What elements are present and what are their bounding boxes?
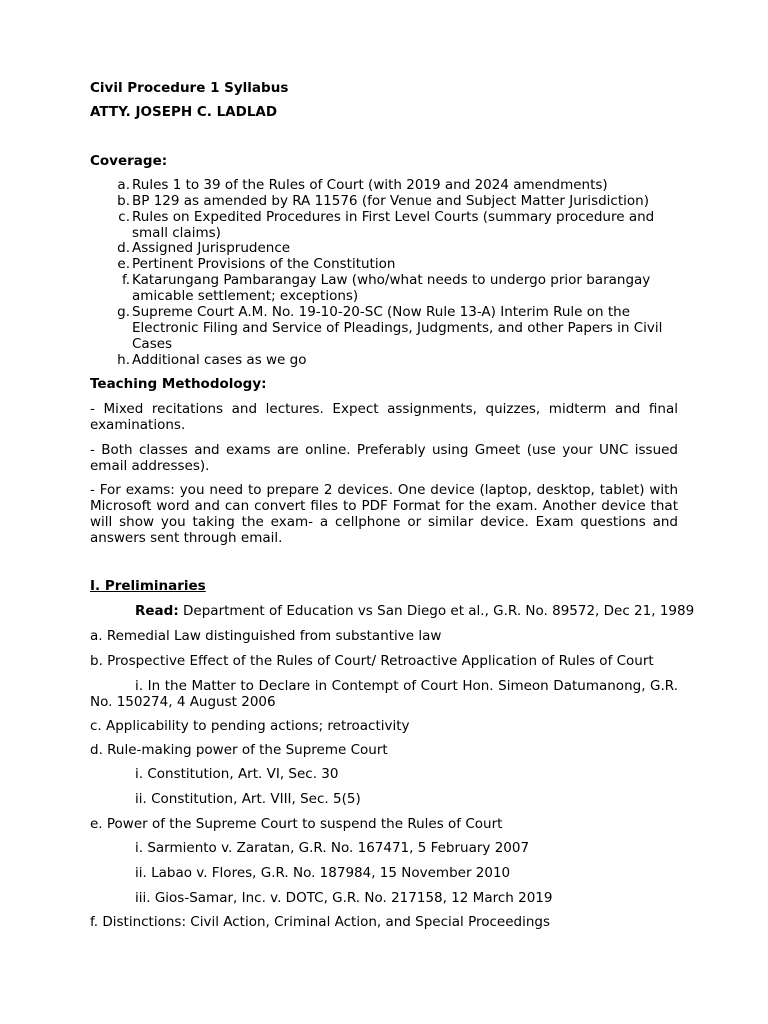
- coverage-item: [117, 177, 680, 193]
- read-line: [135, 603, 694, 619]
- outline-subitem-e-iii: iii. Gios-Samar, Inc. v. DOTC, G.R. No. 217158, 12 March 2019: [135, 890, 553, 906]
- coverage-item-text: Rules 1 to 39 of the Rules of Court (with 2019 and 2024 amendments): [132, 177, 608, 193]
- coverage-item-text: Additional cases as we go: [132, 352, 307, 368]
- outline-item-c: c. Applicability to pending actions; retroactivity: [90, 718, 410, 734]
- coverage-item-label: b.: [117, 193, 130, 209]
- document-author: ATTY. JOSEPH C. LADLAD: [90, 104, 278, 120]
- coverage-item: [117, 304, 680, 352]
- coverage-item-label: c.: [118, 209, 130, 225]
- coverage-item-label: f.: [121, 272, 130, 288]
- methodology-heading: Teaching Methodology:: [90, 376, 267, 392]
- coverage-item-label: a.: [117, 177, 130, 193]
- coverage-item-label: g.: [117, 304, 130, 320]
- outline-subitem-e-i: i. Sarmiento v. Zaratan, G.R. No. 167471, 5 February 2007: [135, 840, 530, 856]
- outline-subitem-d-i: i. Constitution, Art. VI, Sec. 30: [135, 766, 339, 782]
- coverage-item-text: Supreme Court A.M. No. 19-10-20-SC (Now Rule 13-A) Interim Rule on the Electronic Filing and Service of Pleadings, Judgments, and other Papers in Civil Cases: [132, 304, 663, 352]
- coverage-item: [117, 256, 680, 272]
- outline-item-f: f. Distinctions: Civil Action, Criminal Action, and Special Proceedings: [90, 914, 551, 930]
- methodology-paragraph: - For exams: you need to prepare 2 devices. One device (laptop, desktop, tablet) with Microsoft word and can convert files to PDF Format for the exam. Another device that will show you taking the exam- a cellphone or similar device. Exam questions and answers sent through email.: [90, 482, 678, 546]
- coverage-item-label: h.: [117, 352, 130, 368]
- coverage-item-label: d.: [117, 240, 130, 256]
- outline-subitem-d-ii: ii. Constitution, Art. VIII, Sec. 5(5): [135, 791, 361, 807]
- outline-subitem-e-ii: ii. Labao v. Flores, G.R. No. 187984, 15 November 2010: [135, 865, 511, 881]
- coverage-item: [117, 240, 680, 256]
- coverage-heading: Coverage:: [90, 153, 168, 169]
- coverage-item: [117, 352, 680, 368]
- read-label: Read:: [135, 603, 179, 619]
- coverage-item-text: BP 129 as amended by RA 11576 (for Venue and Subject Matter Jurisdiction): [132, 193, 649, 209]
- methodology-paragraph: - Both classes and exams are online. Preferably using Gmeet (use your UNC issued email addresses).: [90, 442, 678, 474]
- coverage-item-text: Rules on Expedited Procedures in First Level Courts (summary procedure and small claims): [132, 209, 655, 241]
- document-title: Civil Procedure 1 Syllabus: [90, 80, 289, 96]
- coverage-item: [121, 272, 680, 304]
- methodology-paragraph: - Mixed recitations and lectures. Expect assignments, quizzes, midterm and final examinations.: [90, 401, 678, 433]
- read-text: Department of Education vs San Diego et al., G.R. No. 89572, Dec 21, 1989: [178, 603, 695, 619]
- coverage-item: [118, 209, 680, 241]
- coverage-item-text: Katarungang Pambarangay Law (who/what needs to undergo prior barangay amicable settlement; exceptions): [132, 272, 651, 304]
- section-heading: I. Preliminaries: [90, 578, 206, 594]
- coverage-item-text: Pertinent Provisions of the Constitution: [132, 256, 396, 272]
- outline-item-d: d. Rule-making power of the Supreme Court: [90, 742, 388, 758]
- outline-item-e: e. Power of the Supreme Court to suspend the Rules of Court: [90, 816, 503, 832]
- outline-item-a: a. Remedial Law distinguished from substantive law: [90, 628, 442, 644]
- coverage-item: [117, 193, 680, 209]
- outline-subitem-b-i: i. In the Matter to Declare in Contempt of Court Hon. Simeon Datumanong, G.R. No. 150274, 4 August 2006: [90, 678, 678, 710]
- coverage-item-label: e.: [117, 256, 130, 272]
- coverage-item-text: Assigned Jurisprudence: [132, 240, 291, 256]
- outline-item-b: b. Prospective Effect of the Rules of Court/ Retroactive Application of Rules of Court: [90, 653, 654, 669]
